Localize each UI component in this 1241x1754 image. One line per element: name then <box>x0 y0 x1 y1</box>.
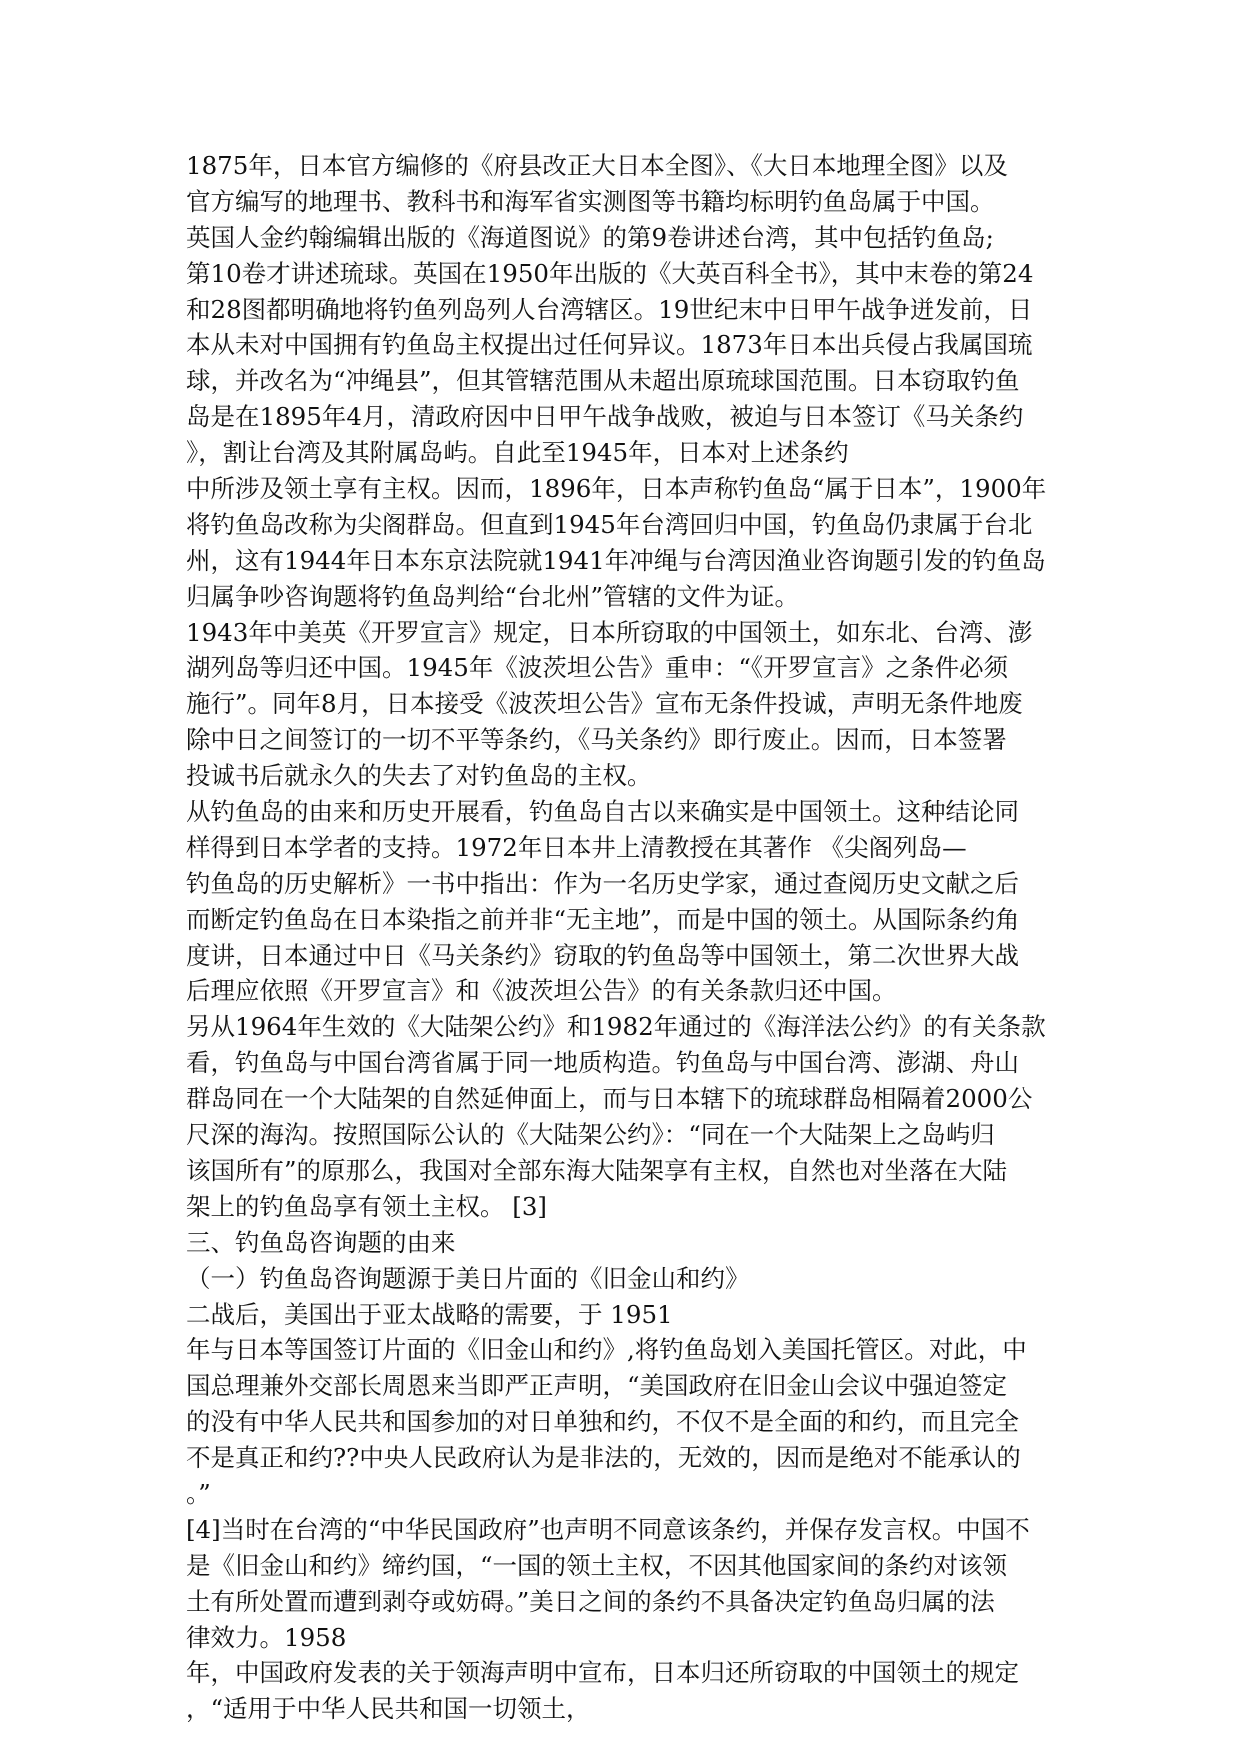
text-line: 投诚书后就永久的失去了对钓鱼岛的主权。 <box>186 761 652 791</box>
text-line: 钓鱼岛的历史解析》一书中指出：作为一名历史学家，通过查阅历史文献之后 <box>186 868 1019 898</box>
text-line: 1943年中美英《开罗宣言》规定，日本所窃取的中国领土，如东北、台湾、澎 <box>186 617 1033 647</box>
text-line: 的没有中华人民共和国参加的对日单独和约，不仅不是全面的和约，而且完全 <box>186 1407 1019 1437</box>
text-line: 年，中国政府发表的关于领海声明中宣布，日本归还所窃取的中国领土的规定 <box>186 1658 1019 1688</box>
text-line: [4]当时在台湾的“中华民国政府”也声明不同意该条约，并保存发言权。中国不 <box>186 1514 1030 1544</box>
text-line: 另从1964年生效的《大陆架公约》和1982年通过的《海洋法公约》的有关条款 <box>186 1012 1046 1042</box>
text-line: 后理应依照《开罗宣言》和《波茨坦公告》的有关条款归还中国。 <box>186 976 897 1006</box>
text-line: 球，并改名为“冲绳县”，但其管辖范围从未超出原琉球国范围。日本窃取钓鱼 <box>186 366 1020 396</box>
text-line: 州，这有1944年日本东京法院就1941年冲绳与台湾因渔业咨询题引发的钓鱼岛 <box>186 545 1046 575</box>
text-line: 尺深的海沟。按照国际公认的《大陆架公约》：“同在一个大陆架上之岛屿归 <box>186 1120 995 1150</box>
text-line: 英国人金约翰编辑出版的《海道图说》的第9卷讲述台湾，其中包括钓鱼岛; <box>186 222 994 252</box>
text-line: 》，割让台湾及其附属岛屿。自此至1945年，日本对上述条约 <box>186 438 849 468</box>
text-line: 不是真正和约??中央人民政府认为是非法的，无效的，因而是绝对不能承认的 <box>186 1443 1021 1473</box>
text-line: 岛是在1895年4月，清政府因中日甲午战争战败，被迫与日本签订《马关条约 <box>186 402 1024 432</box>
text-line: 二战后，美国出于亚太战略的需要，于 1951 <box>186 1299 673 1329</box>
document-body <box>186 148 1066 1727</box>
text-line: 年与日本等国签订片面的《旧金山和约》,将钓鱼岛划入美国托管区。对此，中 <box>186 1335 1027 1365</box>
text-line: 看，钓鱼岛与中国台湾省属于同一地质构造。钓鱼岛与中国台湾、澎湖、舟山 <box>186 1048 1019 1078</box>
text-line: 施行”。同年8月，日本接受《波茨坦公告》宣布无条件投诚，声明无条件地废 <box>186 689 1023 719</box>
text-line: 和28图都明确地将钓鱼列岛列人台湾辖区。19世纪末中日甲午战争迸发前，日 <box>186 294 1033 324</box>
text-line: 官方编写的地理书、教科书和海军省实测图等书籍均标明钓鱼岛属于中国。 <box>186 186 995 216</box>
text-line: 将钓鱼岛改称为尖阁群岛。但直到1945年台湾回归中国，钓鱼岛仍隶属于台北 <box>186 509 1033 539</box>
text-line: 本从未对中国拥有钓鱼岛主权提出过任何异议。1873年日本出兵侵占我属国琉 <box>186 330 1033 360</box>
text-line: 除中日之间签订的一切不平等条约，《马关条约》即行废止。因而，日本签署 <box>186 725 1007 755</box>
subsection-heading: （一）钓鱼岛咨询题源于美日片面的《旧金山和约》 <box>186 1263 750 1293</box>
text-line: 度讲，日本通过中日《马关条约》窃取的钓鱼岛等中国领土，第二次世界大战 <box>186 940 1019 970</box>
text-line: 中所涉及领土享有主权。因而，1896年，日本声称钓鱼岛“属于日本”，1900年 <box>186 474 1047 504</box>
text-line: 从钓鱼岛的由来和历史开展看，钓鱼岛自古以来确实是中国领土。这种结论同 <box>186 797 1019 827</box>
section-heading: 三、钓鱼岛咨询题的由来 <box>186 1227 456 1257</box>
text-line: 归属争吵咨询题将钓鱼岛判给“台北州”管辖的文件为证。 <box>186 581 800 611</box>
text-line: 第10卷才讲述琉球。英国在1950年出版的《大英百科全书》，其中末卷的第24 <box>186 258 1034 288</box>
text-line: ，“适用于中华人民共和国一切领土， <box>186 1694 591 1724</box>
text-line: 律效力。1958 <box>186 1622 347 1652</box>
text-line: 而断定钓鱼岛在日本染指之前并非“无主地”，而是中国的领土。从国际条约角 <box>186 904 1020 934</box>
text-line: 群岛同在一个大陆架的自然延伸面上，而与日本辖下的琉球群岛相隔着2000公 <box>186 1084 1033 1114</box>
text-line: 。” <box>186 1478 211 1508</box>
text-line: 土有所处置而遭到剥夺或妨碍。”美日之间的条约不具备决定钓鱼岛归属的法 <box>186 1586 995 1616</box>
text-line: 该国所有”的原那么，我国对全部东海大陆架享有主权，自然也对坐落在大陆 <box>186 1155 1008 1185</box>
text-line: 是《旧金山和约》缔约国，“一国的领土主权，不因其他国家间的条约对该领 <box>186 1550 1008 1580</box>
text-line: 湖列岛等归还中国。1945年《波茨坦公告》重申：“《开罗宣言》之条件必须 <box>186 653 1009 683</box>
text-line: 样得到日本学者的支持。1972年日本井上清教授在其著作 《尖阁列岛— <box>186 832 967 862</box>
text-line: 架上的钓鱼岛享有领土主权。 [3] <box>186 1191 547 1221</box>
text-line: 国总理兼外交部长周恩来当即严正声明，“美国政府在旧金山会议中强迫签定 <box>186 1371 1008 1401</box>
text-line: 1875年，日本官方编修的《府县改正大日本全图》、《大日本地理全图》以及 <box>186 151 1008 180</box>
